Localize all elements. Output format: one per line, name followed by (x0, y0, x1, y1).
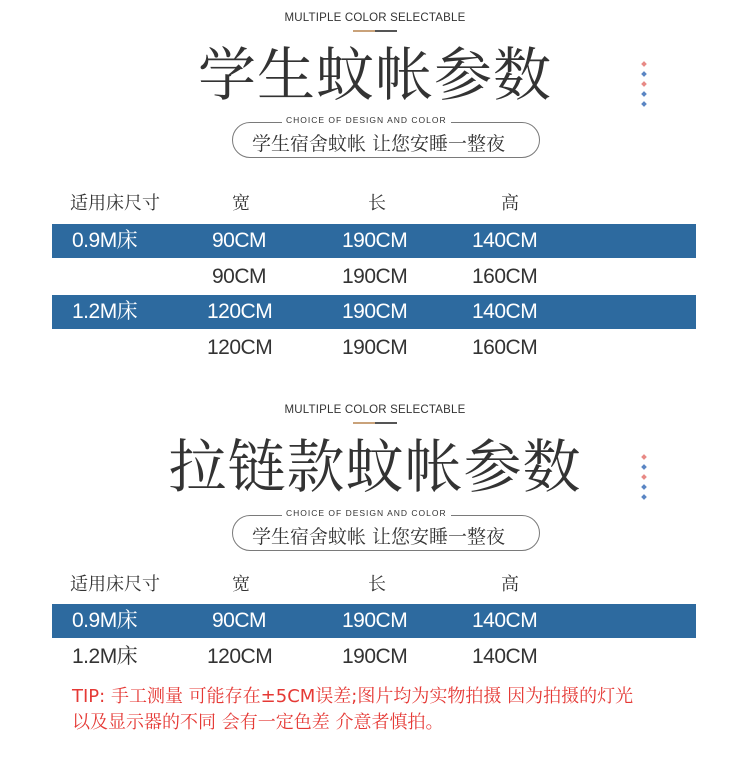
s1-header-height: 高 (501, 193, 519, 214)
section1-caption: MULTIPLE COLOR SELECTABLE (284, 12, 466, 24)
s2-header-length: 长 (368, 574, 386, 595)
section1-title: 学生蚊帐参数 (197, 41, 552, 109)
table-cell: 190CM (342, 265, 408, 288)
table-cell: 190CM (342, 229, 408, 252)
table-cell: 140CM (472, 229, 538, 252)
table-cell: 120CM (207, 300, 273, 323)
table-cell: 90CM (212, 229, 267, 252)
table-cell: 140CM (472, 300, 538, 323)
table-cell: 1.2M床 (72, 645, 138, 668)
table-cell: 140CM (472, 609, 538, 632)
table-cell: 1.2M床 (72, 300, 138, 323)
table-cell: 0.9M床 (72, 609, 138, 632)
s1-header-size: 适用床尺寸 (70, 193, 160, 214)
table-cell: 120CM (207, 645, 273, 668)
section2-slogan: 学生宿舍蚊帐 让您安睡一整夜 (252, 526, 506, 548)
s1-header-width: 宽 (232, 193, 250, 214)
s2-header-size: 适用床尺寸 (70, 574, 160, 595)
table-cell: 120CM (207, 336, 273, 359)
table-cell: 90CM (212, 609, 267, 632)
section2-caption-bar (353, 422, 397, 424)
tip-line-1: TIP: 手工测量 可能存在±5CM误差;图片均为实物拍摄 因为拍摄的灯光 (72, 686, 634, 707)
table-cell: 190CM (342, 336, 408, 359)
table-cell: 190CM (342, 609, 408, 632)
table-cell: 190CM (342, 645, 408, 668)
s2-header-width: 宽 (232, 574, 250, 595)
section2-title: 拉链款蚊帐参数 (168, 433, 582, 501)
table-cell: 140CM (472, 645, 538, 668)
decorative-dots-icon (640, 455, 650, 505)
s1-header-length: 长 (368, 193, 386, 214)
table-cell: 190CM (342, 300, 408, 323)
table-cell: 160CM (472, 336, 538, 359)
section2-sub-caption: CHOICE OF DESIGN AND COLOR (282, 508, 451, 518)
table-cell: 160CM (472, 265, 538, 288)
table-cell: 90CM (212, 265, 267, 288)
section2-caption: MULTIPLE COLOR SELECTABLE (284, 404, 466, 416)
section1-sub-caption: CHOICE OF DESIGN AND COLOR (282, 115, 451, 125)
table-cell: 0.9M床 (72, 229, 138, 252)
decorative-dots-icon (640, 62, 650, 112)
section1-caption-bar (353, 30, 397, 32)
s2-header-height: 高 (501, 574, 519, 595)
section1-slogan: 学生宿舍蚊帐 让您安睡一整夜 (252, 133, 506, 155)
tip-line-2: 以及显示器的不同 会有一定色差 介意者慎拍。 (72, 712, 444, 733)
